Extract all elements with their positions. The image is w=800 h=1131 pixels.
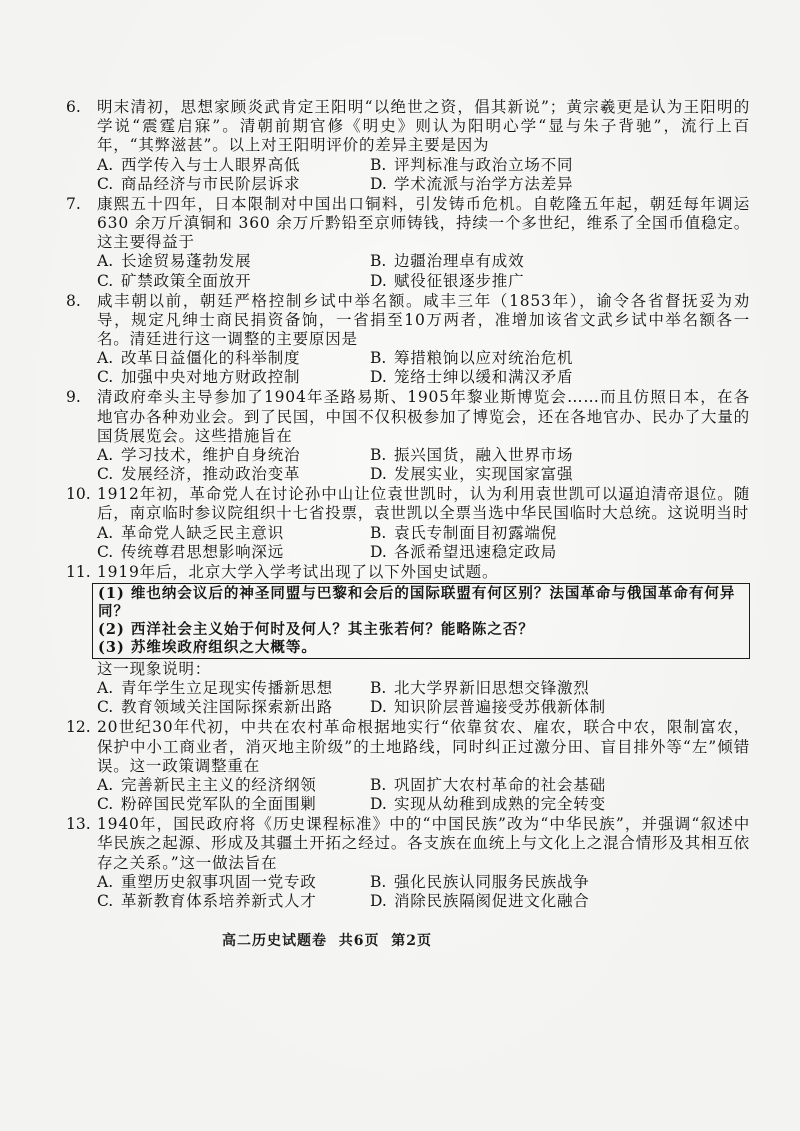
option-c: [97, 892, 370, 911]
answer-options: [66, 252, 750, 290]
option-text: 完善新民主主义的经济纲领: [121, 776, 317, 795]
question-number: 12.: [66, 718, 91, 737]
option-b: [370, 252, 750, 271]
option-label: B.: [370, 349, 387, 368]
option-text: 重塑历史叙事巩固一党专政: [121, 872, 317, 891]
option-label: A.: [97, 155, 114, 174]
box-item: (1) 维也纳会议后的神圣同盟与巴黎和会后的国际联盟有何区别？法国革命与俄国革命有何异同？: [98, 585, 736, 621]
question-11: [66, 563, 750, 718]
option-b: [370, 349, 750, 368]
option-c: [97, 698, 370, 717]
option-label: A.: [97, 446, 114, 465]
box-item: (3) 苏维埃政府组织之大概等。: [98, 639, 317, 657]
option-a: [97, 873, 370, 892]
question-header: [66, 485, 750, 523]
option-text: 消除民族隔阂促进文化融合: [394, 892, 590, 911]
option-text: 商品经济与市民阶层诉求: [121, 174, 301, 193]
option-label: C.: [97, 698, 114, 717]
option-text: 各派希望迅速稳定政局: [394, 542, 558, 561]
question-stem: 20世纪30年代初，中共在农村革命根据地实行“依靠贫农、雇农，联合中农，限制富农，保护中小工商业者，消灭地主阶级”的土地路线，同时纠正过激分田、盲目排外等“左”倾错误。这一政策调整重在: [97, 718, 750, 775]
option-c: [97, 175, 370, 194]
question-8: [66, 292, 750, 388]
option-b: [370, 776, 750, 795]
question-header: [66, 718, 750, 776]
option-text: 袁氏专制面目初露端倪: [394, 523, 558, 542]
option-label: A.: [97, 872, 114, 891]
question-number: 13.: [66, 815, 91, 834]
question-12: [66, 718, 750, 814]
question-stem: 1940年，国民政府将《历史课程标准》中的“中国民族”改为“中华民族”，并强调“叙述中华民族之起源、形成及其疆土开拓之经过。各支族在血统上与文化上之混合情形及其相互依存之关系。”这一做法旨在: [97, 815, 750, 872]
option-label: B.: [370, 446, 387, 465]
option-label: B.: [370, 252, 387, 271]
option-text: 教育领域关注国际探索新出路: [121, 698, 333, 717]
option-label: A.: [97, 776, 114, 795]
answer-options: [66, 156, 750, 194]
option-text: 筹措粮饷以应对统治危机: [394, 349, 574, 368]
option-d: [370, 795, 750, 814]
option-text: 振兴国货，融入世界市场: [394, 446, 574, 465]
option-c: [97, 795, 370, 814]
question-7: [66, 195, 750, 291]
question-header: [66, 98, 750, 156]
option-label: A.: [97, 523, 114, 542]
option-d: [370, 175, 750, 194]
option-label: A.: [97, 349, 114, 368]
option-text: 边疆治理卓有成效: [394, 252, 525, 271]
option-text: 西学传入与士人眼界高低: [121, 155, 301, 174]
answer-options: [66, 349, 750, 387]
question-stem: 1919年后，北京大学入学考试出现了以下外国史试题。: [97, 562, 499, 581]
option-text: 赋役征银逐步推广: [394, 271, 525, 290]
question-number: 10.: [66, 485, 91, 504]
question-number: 6.: [66, 98, 81, 116]
option-label: D.: [370, 271, 387, 290]
option-c: [97, 465, 370, 484]
question-6: [66, 98, 750, 194]
option-label: C.: [97, 795, 114, 814]
question-10: [66, 485, 750, 562]
question-header: [66, 195, 750, 253]
question-number: 11.: [66, 562, 91, 581]
box-item: (2) 西洋社会主义始于何时及何人？其主张若何？能略陈之否？: [98, 621, 534, 639]
option-text: 学术流派与治学方法差异: [394, 174, 574, 193]
page-footer: 高二历史试题卷 共6页 第2页: [222, 933, 432, 949]
exam-questions-box: [92, 583, 750, 659]
option-text: 革新教育体系培养新式人才: [121, 892, 317, 911]
question-header: [66, 815, 750, 873]
option-d: [370, 892, 750, 911]
question-stem: 康熙五十四年，日本限制对中国出口铜料，引发铸币危机。自乾隆五年起，朝廷每年调运 630 余万斤滇铜和 360 余万斤黔铅至京师铸钱，持续一个多世纪，维系了全国币值稳定。这主要得益于: [97, 194, 750, 252]
option-label: D.: [370, 368, 387, 387]
option-text: 传统尊君思想影响深远: [121, 542, 285, 561]
option-label: A.: [97, 679, 114, 698]
option-text: 青年学生立足现实传播新思想: [121, 679, 333, 698]
option-text: 知识阶层普遍接受苏俄新体制: [394, 698, 606, 717]
option-text: 北大学界新旧思想交锋激烈: [394, 679, 590, 698]
option-text: 强化民族认同服务民族战争: [394, 872, 590, 891]
option-label: D.: [370, 795, 387, 814]
option-label: C.: [97, 465, 114, 484]
question-header: [66, 563, 750, 582]
answer-options: [66, 873, 750, 911]
answer-options: [66, 524, 750, 562]
option-label: B.: [370, 679, 387, 698]
question-stem: 1912年初，革命党人在讨论孙中山让位袁世凯时，认为利用袁世凯可以逼迫清帝退位。随后，南京临时参议院组织十七省投票，袁世凯以全票当选中华民国临时大总统。这说明当时: [97, 485, 750, 523]
option-label: B.: [370, 523, 387, 542]
option-label: C.: [97, 892, 114, 911]
option-label: C.: [97, 368, 114, 387]
option-label: D.: [370, 892, 387, 911]
option-a: [97, 524, 370, 543]
option-label: B.: [370, 872, 387, 891]
option-a: [97, 446, 370, 465]
option-label: A.: [97, 252, 114, 271]
option-label: B.: [370, 776, 387, 795]
question-13: [66, 815, 750, 911]
option-text: 笼络士绅以缓和满汉矛盾: [394, 368, 574, 387]
question-header: [66, 292, 750, 350]
option-label: C.: [97, 542, 114, 561]
option-a: [97, 252, 370, 271]
option-text: 革命党人缺乏民主意识: [121, 523, 285, 542]
option-text: 加强中央对地方财政控制: [121, 368, 301, 387]
option-label: B.: [370, 155, 387, 174]
option-a: [97, 776, 370, 795]
option-b: [370, 679, 750, 698]
option-c: [97, 272, 370, 291]
question-stem: 明末清初，思想家顾炎武肯定王阳明“以绝世之资，倡其新说”；黄宗羲更是认为王阳明的学说“震霆启寐”。清朝前期官修《明史》则认为阳明心学“显与朱子背驰”，流行上百年，“其弊滋甚”。以上对王阳明评价的差异主要是因为: [97, 98, 750, 155]
option-text: 发展经济，推动政治变革: [121, 465, 301, 484]
option-text: 学习技术，维护自身统治: [121, 446, 301, 465]
question-list: [66, 98, 750, 912]
option-b: [370, 873, 750, 892]
option-text: 改革日益僵化的科举制度: [121, 349, 301, 368]
question-header: [66, 388, 750, 446]
question-prompt: 这一现象说明：: [97, 660, 212, 679]
option-label: C.: [97, 174, 114, 193]
question-stem: 清政府牵头主导参加了1904年圣路易斯、1905年黎业斯博览会……而且仿照日本，在各地官办各种劝业会。到了民国，中国不仅积极参加了博览会，还在各地官办、民办了大量的国货展览会。这些措施旨在: [97, 388, 750, 445]
option-b: [370, 156, 750, 175]
option-text: 发展实业，实现国家富强: [394, 465, 574, 484]
option-label: C.: [97, 271, 114, 290]
question-number: 8.: [66, 291, 81, 310]
answer-options: [66, 776, 750, 814]
option-label: D.: [370, 174, 387, 193]
option-text: 长途贸易蓬勃发展: [121, 252, 252, 271]
option-d: [370, 272, 750, 291]
option-text: 巩固扩大农村革命的社会基础: [394, 776, 606, 795]
option-text: 矿禁政策全面放开: [121, 271, 252, 290]
option-a: [97, 679, 370, 698]
option-d: [370, 698, 750, 717]
question-number: 7.: [66, 194, 81, 213]
option-b: [370, 446, 750, 465]
option-label: D.: [370, 465, 387, 484]
option-c: [97, 543, 370, 562]
option-a: [97, 349, 370, 368]
option-c: [97, 368, 370, 387]
option-text: 实现从幼稚到成熟的完全转变: [394, 795, 606, 814]
answer-options: [66, 679, 750, 717]
question-stem: 咸丰朝以前，朝廷严格控制乡试中举名额。咸丰三年（1853年），谕令各省督抚妥为劝导，规定凡绅士商民捐资备饷，一省捐至10万两者，准增加该省文武乡试中举名额各一名。清廷进行这一调整的主要原因是: [97, 291, 750, 349]
option-d: [370, 543, 750, 562]
question-9: [66, 388, 750, 484]
option-b: [370, 524, 750, 543]
option-a: [97, 156, 370, 175]
option-text: 评判标准与政治立场不同: [394, 155, 574, 174]
option-d: [370, 368, 750, 387]
option-text: 粉碎国民党军队的全面围剿: [121, 795, 317, 814]
question-number: 9.: [66, 388, 81, 407]
option-label: D.: [370, 542, 387, 561]
option-label: D.: [370, 698, 387, 717]
answer-options: [66, 446, 750, 484]
option-d: [370, 465, 750, 484]
